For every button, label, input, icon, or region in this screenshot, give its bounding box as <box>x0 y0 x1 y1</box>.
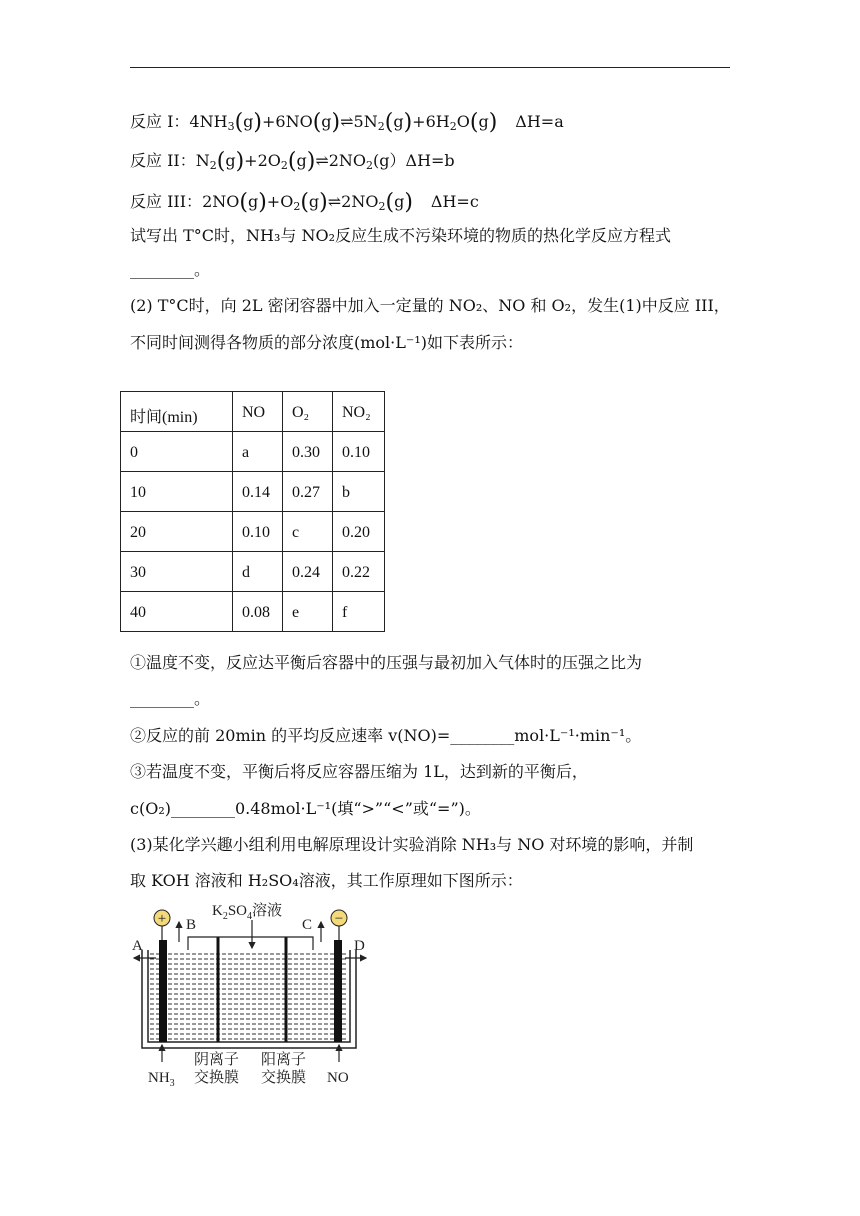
table-cell: c <box>283 512 333 552</box>
sub-question-3-line-1: ③若温度不变，平衡后将反应容器压缩为 1L，达到新的平衡后， <box>130 762 588 781</box>
table-row <box>121 592 385 632</box>
header-rule <box>130 67 730 68</box>
label-b: B <box>186 917 197 933</box>
question-1-text: 试写出 T°C时，NH₃与 NO₂反应生成不污染环境的物质的热化学反应方程式 <box>130 226 671 245</box>
top-frame <box>188 937 313 950</box>
reaction-2-label: 反应 II： <box>130 151 196 170</box>
reaction-1: 反应 I：$4NH_3(g)+6NO(g)\rightleftharpoons 5N_2(g)+6H_2O(g)$ ΔH=a <box>130 110 564 135</box>
table-cell: 20 <box>121 512 233 552</box>
table-cell: 30 <box>121 552 233 592</box>
table-cell: e <box>283 592 333 632</box>
question-1-blank: ________。 <box>130 260 211 279</box>
table-row <box>121 552 385 592</box>
table-cell: b <box>333 472 385 512</box>
reaction-3-enthalpy: ΔH=c <box>430 192 479 211</box>
table-cell: 0.10 <box>333 432 385 472</box>
table-row <box>121 432 385 472</box>
reaction-3: 反应 III：$2NO(g)+O_2(g)\rightleftharpoons 2NO_2(g)$ ΔH=c <box>130 190 479 215</box>
table-cell: 0.10 <box>233 512 283 552</box>
cathode-electrode <box>334 940 342 1042</box>
table-row <box>121 472 385 512</box>
table-cell: 10 <box>121 472 233 512</box>
table-cell: 40 <box>121 592 233 632</box>
anion-membrane-label-2: 交换膜 <box>194 1070 240 1086</box>
question-3-line-2: 取 KOH 溶液和 H₂SO₄溶液，其工作原理如下图所示： <box>130 871 523 890</box>
table-cell: d <box>233 552 283 592</box>
anion-membrane-label-1: 阴离子 <box>194 1052 240 1068</box>
cation-membrane-label-2: 交换膜 <box>261 1070 307 1086</box>
minus-sign: − <box>334 911 344 927</box>
label-a: A <box>132 938 143 954</box>
cation-membrane-label-1: 阳离子 <box>261 1052 307 1068</box>
anode-electrode <box>159 940 167 1042</box>
table-header-cell: NO₂ <box>333 392 385 432</box>
table-cell: 0 <box>121 432 233 472</box>
table-header-cell: NO <box>233 392 283 432</box>
table-cell: 0.20 <box>333 512 385 552</box>
sub-question-1-line-1: ①温度不变，反应达平衡后容器中的压强与最初加入气体时的压强之比为 <box>130 653 643 672</box>
plus-sign: + <box>157 911 167 927</box>
table-cell: 0.30 <box>283 432 333 472</box>
reaction-3-label: 反应 III： <box>130 192 203 211</box>
table-cell: f <box>333 592 385 632</box>
reaction-1-label: 反应 I： <box>130 112 190 131</box>
question-2-line-1: (2) T°C时，向 2L 密闭容器中加入一定量的 NO₂、NO 和 O₂，发生(1)中反应 III， <box>130 296 730 315</box>
label-c: C <box>302 917 313 933</box>
table-cell: 0.22 <box>333 552 385 592</box>
table-row <box>121 512 385 552</box>
label-d: D <box>354 938 365 954</box>
reaction-1-enthalpy: ΔH=a <box>515 112 564 131</box>
table-header-row <box>121 392 385 432</box>
table-header-cell: O₂ <box>283 392 333 432</box>
table-cell: 0.14 <box>233 472 283 512</box>
table-cell: 0.24 <box>283 552 333 592</box>
sub-question-2: ②反应的前 20min 的平均反应速率 v(NO)=________mol·L⁻¹·min⁻¹。 <box>130 726 642 745</box>
reaction-2-enthalpy: ΔH=b <box>405 151 455 170</box>
table-cell: a <box>233 432 283 472</box>
sub-question-1-line-2: ________。 <box>130 689 211 708</box>
no-label: NO <box>327 1070 349 1086</box>
table-cell: 0.08 <box>233 592 283 632</box>
nh3-label: $NH_3$ <box>148 1070 175 1089</box>
electrolysis-diagram <box>128 902 368 1092</box>
concentration-table <box>120 391 385 632</box>
table-cell: 0.27 <box>283 472 333 512</box>
reaction-2: 反应 II：$N_2(g)+2O_2(g)\rightleftharpoons 2NO_2(g)\Delta H=b$ <box>130 149 455 174</box>
solution-lines <box>150 954 348 1039</box>
table-header-cell: 时间(min) <box>121 392 233 432</box>
k2so4-label: $K_2SO_4$溶液 <box>212 903 283 922</box>
question-2-line-2: 不同时间测得各物质的部分浓度(mol·L⁻¹)如下表所示： <box>130 333 523 352</box>
sub-question-3-line-2: c(O₂)________0.48mol·L⁻¹(填“>”“<”或“=”)。 <box>130 799 481 818</box>
question-3-line-1: (3)某化学兴趣小组利用电解原理设计实验消除 NH₃与 NO 对环境的影响，并制 <box>130 835 694 854</box>
